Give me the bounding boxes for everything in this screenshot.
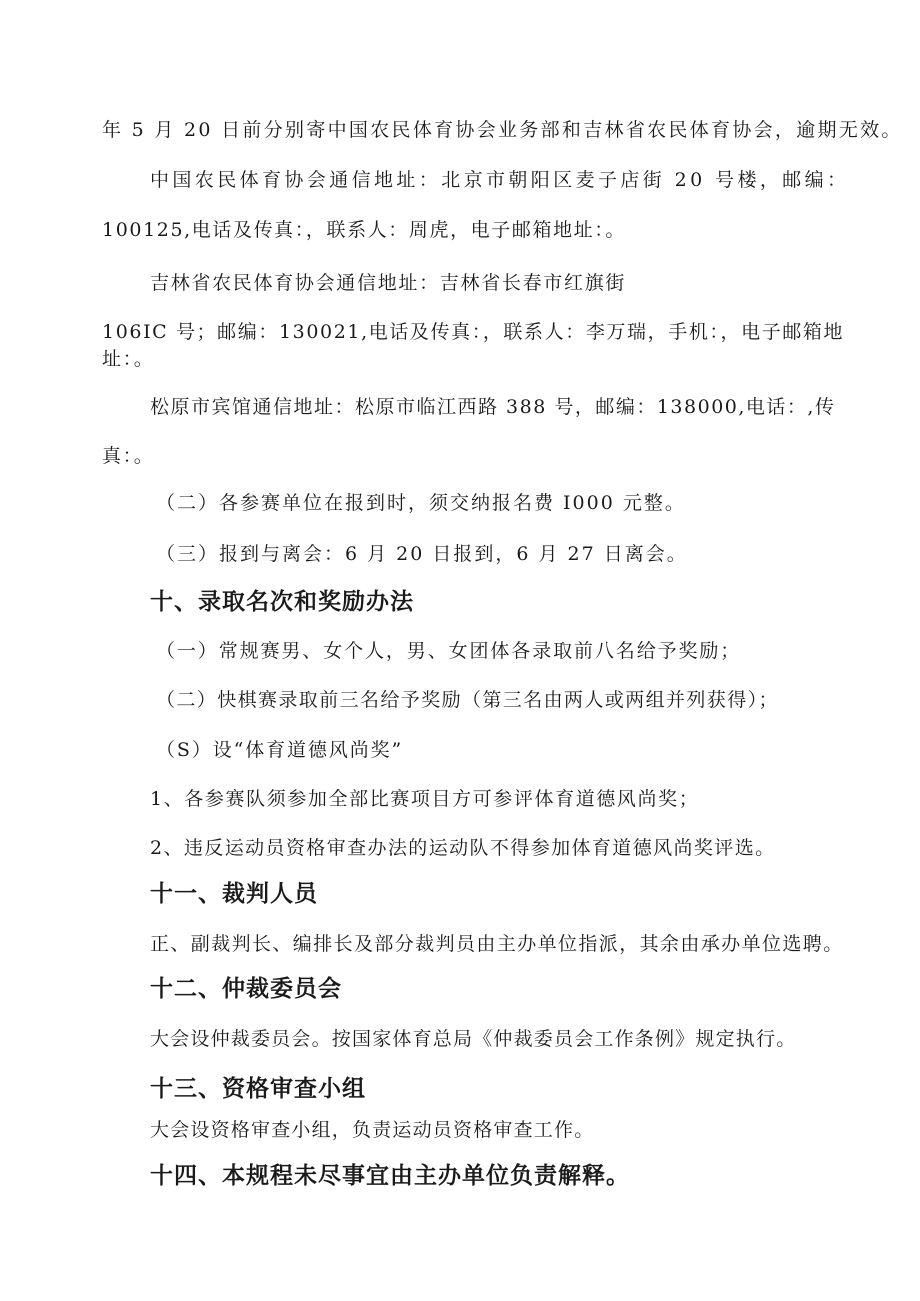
arbitration-paragraph: 大会设仲裁委员会。按国家体育总局《仲裁委员会工作条例》规定执行。: [150, 1028, 797, 1050]
jilin-association-address-line: 吉林省农民体育协会通信地址：吉林省长春市红旗街: [150, 272, 627, 294]
jilin-association-contact-line: 106IC 号；邮编：130021,电话及传真：，联系人：李万瑞，手机：，电子邮箱地: [102, 321, 845, 343]
sportsmanship-rule-1: 1、各参赛队须参加全部比赛项目方可参评体育道德风尚奖；: [150, 788, 700, 810]
referees-paragraph: 正、副裁判长、编排长及部分裁判员由主办单位指派，其余由承办单位选聘。: [150, 933, 844, 955]
sportsmanship-award-item: （S）设“体育道德风尚奖”: [156, 739, 404, 761]
songyuan-hotel-fax-line: 真：。: [102, 445, 155, 467]
songyuan-hotel-address-line: 松原市宾馆通信地址：松原市临江西路 388 号，邮编：138000,电话：,传: [150, 396, 836, 418]
blitz-awards-item: （二）快棋赛录取前三名给予奖励（第三名由两人或两组并列获得）；: [156, 689, 779, 711]
section-11-heading: 十一、裁判人员: [150, 881, 318, 907]
registration-deadline-paragraph: 年 5 月 20 日前分别寄中国农民体育协会业务部和吉林省农民体育协会，逾期无效。: [102, 119, 903, 141]
china-association-contact-line: 100125,电话及传真：，联系人：周虎，电子邮箱地址：。: [102, 219, 626, 241]
sportsmanship-rule-2: 2、违反运动员资格审查办法的运动队不得参加体育道德风尚奖评选。: [150, 837, 776, 859]
china-association-address-line: 中国农民体育协会通信地址：北京市朝阳区麦子店街 20 号楼，邮编：: [150, 169, 850, 191]
section-10-heading: 十、录取名次和奖励办法: [150, 589, 414, 615]
section-12-heading: 十二、仲裁委员会: [150, 976, 342, 1002]
arrival-departure-item: （三）报到与离会：6 月 20 日报到，6 月 27 日离会。: [156, 543, 688, 565]
registration-fee-item: （二）各参赛单位在报到时，须交纳报名费 I000 元整。: [156, 492, 686, 514]
section-14-heading: 十四、本规程未尽事宜由主办单位负责解释。: [150, 1163, 630, 1189]
eligibility-paragraph: 大会设资格审查小组，负责运动员资格审查工作。: [150, 1119, 595, 1141]
section-13-heading: 十三、资格审查小组: [150, 1076, 366, 1102]
jilin-association-email-line: 址：。: [102, 348, 155, 370]
regular-awards-item: （一）常规赛男、女个人，男、女团体各录取前八名给予奖励；: [156, 640, 742, 662]
